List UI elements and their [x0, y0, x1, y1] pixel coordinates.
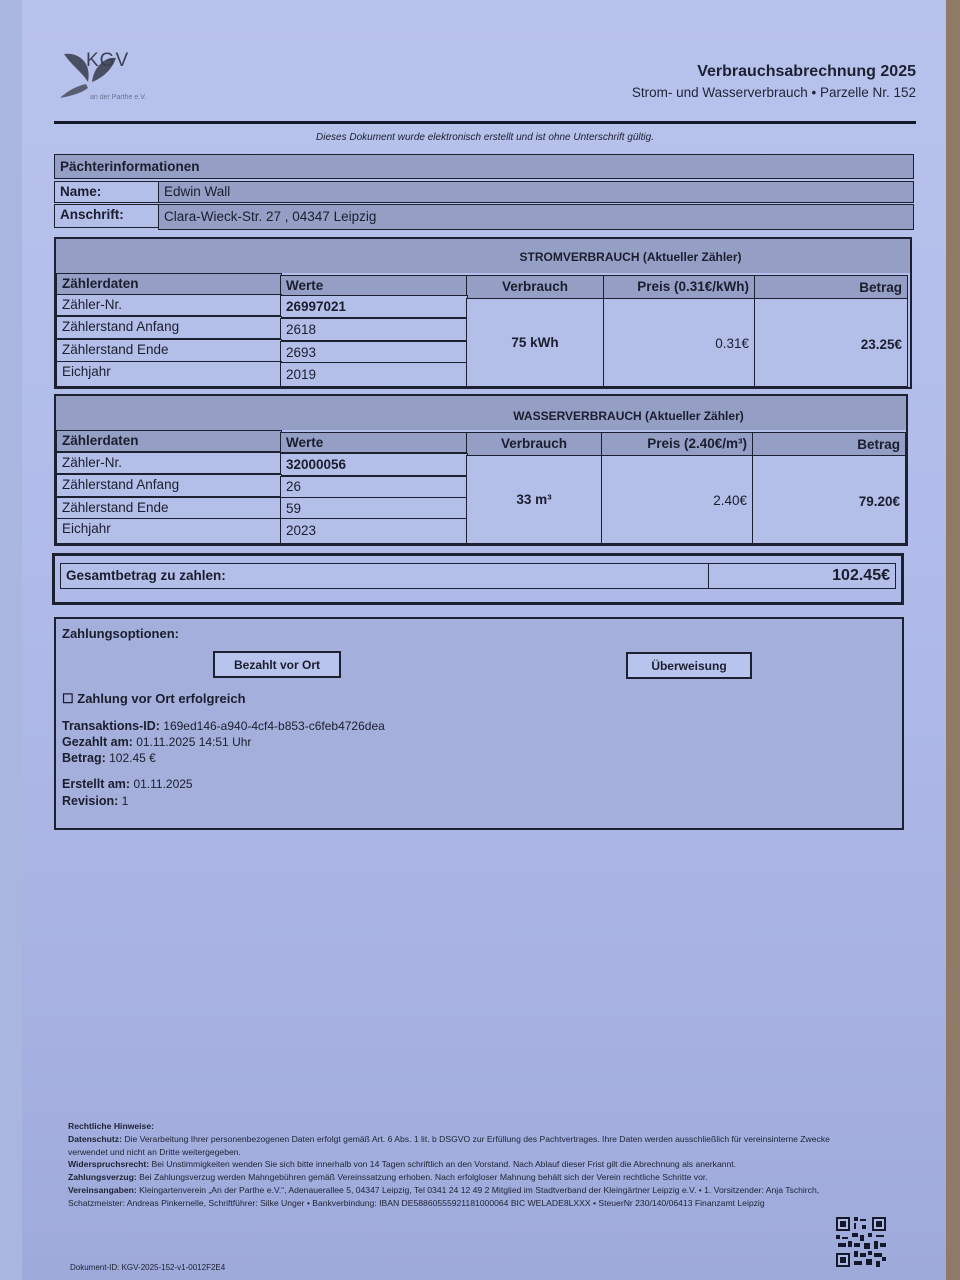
paid-date-value: 01.11.2025 14:51 Uhr [136, 735, 252, 749]
wasser-price: 2.40€ [601, 455, 753, 544]
transaction-id [62, 719, 385, 733]
wasser-row-label: Zählerstand Anfang [56, 474, 282, 497]
strom-amount: 23.25€ [754, 298, 908, 387]
name-value: Edwin Wall [158, 181, 914, 203]
logo-subtext: an der Parthe e.V. [90, 94, 147, 101]
legal-default [68, 1171, 868, 1184]
bank-transfer-button[interactable]: Überweisung [626, 652, 752, 679]
background-edge [946, 0, 960, 1280]
strom-col-amount: Betrag [754, 275, 908, 299]
payment-status: ☐ Zahlung vor Ort erfolgreich [62, 691, 246, 706]
strom-col-values: Werte [280, 275, 468, 296]
wasser-row-value: 59 [280, 497, 468, 519]
legal-privacy-text: Die Verarbeitung Ihrer personenbezogenen Daten erfolgt gemäß Art. 6 Abs. 1 lit. b DSGVO zur Erfüllung des Pachtvertrages. Ihre Daten werden ausschließlich für vereinsinterne Zwecke verwendet und nicht an Dritte weitergegeben. [68, 1133, 830, 1157]
qr-code-icon [836, 1217, 886, 1267]
legal-default-label: Zahlungsverzug: [68, 1172, 137, 1183]
revision-value: 1 [121, 794, 129, 808]
address-label: Anschrift: [54, 204, 160, 228]
paid-amount [62, 751, 156, 765]
logo-text: KGV [86, 50, 130, 71]
wasser-col-meter: Zählerdaten [56, 430, 282, 452]
legal-objection-text: Bei Unstimmigkeiten wenden Sie sich bitte innerhalb von 14 Tagen schriftlich an den Vorstand. Nach Ablauf dieser Frist gilt die Abrechnung als anerkannt. [151, 1159, 737, 1170]
legal-notes [68, 1120, 868, 1210]
tenant-heading: Pächterinformationen [54, 154, 914, 179]
legal-default-text: Bei Zahlungsverzug werden Mahngebühren gemäß Vereinssatzung erhoben. Nach erfolgloser Mahnung behält sich der Verein rechtliche Schritte vor. [139, 1172, 708, 1183]
wasser-col-amount: Betrag [752, 432, 906, 456]
paid-amount-label: Betrag: [62, 751, 106, 765]
payment-heading: Zahlungsoptionen: [62, 626, 179, 641]
strom-col-price: Preis (0.31€/kWh) [603, 275, 755, 299]
created-date-label: Erstellt am: [62, 777, 131, 791]
wasser-row-label: Zählerstand Ende [56, 497, 282, 519]
paid-onsite-button[interactable]: Bezahlt vor Ort [213, 651, 341, 678]
strom-price: 0.31€ [603, 298, 755, 387]
kgv-logo [58, 48, 168, 106]
validity-notice: Dieses Dokument wurde elektronisch erstellt und ist ohne Unterschrift gültig. [316, 132, 654, 143]
legal-privacy-label: Datenschutz: [68, 1133, 122, 1144]
wasser-row-value: 32000056 [280, 453, 468, 476]
strom-row-label: Zählerstand Anfang [56, 316, 282, 339]
wasser-col-values: Werte [280, 432, 468, 453]
wasser-amount: 79.20€ [752, 455, 906, 544]
total-value: 102.45€ [708, 563, 896, 589]
created-date [62, 777, 193, 791]
created-date-value: 01.11.2025 [133, 777, 193, 791]
legal-club [68, 1184, 868, 1210]
strom-row-value: 2693 [280, 341, 468, 363]
document-id: Dokument-ID: KGV-2025-152-v1-0012F2E4 [70, 1263, 226, 1272]
legal-club-label: Vereinsangaben: [68, 1184, 137, 1195]
legal-heading: Rechtliche Hinweise: [68, 1121, 154, 1131]
page-subtitle: Strom- und Wasserverbrauch • Parzelle Nr. 152 [631, 85, 916, 100]
wasser-row-value: 26 [280, 476, 468, 498]
legal-objection-label: Widerspruchsrecht: [68, 1159, 150, 1170]
legal-privacy [68, 1133, 868, 1159]
strom-col-meter: Zählerdaten [56, 273, 282, 295]
transaction-id-value: 169ed146-a940-4cf4-b853-c6feb4726dea [163, 719, 385, 733]
wasser-heading: WASSERVERBRAUCH (Aktueller Zähler) [56, 396, 906, 430]
header-divider [54, 121, 916, 124]
wasser-row-label: Zähler-Nr. [56, 452, 282, 474]
paid-date [62, 735, 251, 749]
total-label: Gesamtbetrag zu zahlen: [60, 563, 710, 589]
document-title-block [632, 63, 916, 100]
strom-row-label: Eichjahr [56, 361, 282, 387]
strom-row-value: 2019 [280, 362, 468, 387]
address-value: Clara-Wieck-Str. 27 , 04347 Leipzig [158, 204, 914, 230]
wasser-col-price: Preis (2.40€/m³) [601, 432, 753, 456]
strom-usage: 75 kWh [466, 298, 604, 387]
strom-row-value: 26997021 [280, 295, 468, 318]
paid-date-label: Gezahlt am: [62, 735, 133, 749]
wasser-usage: 33 m³ [466, 455, 602, 544]
legal-objection [68, 1158, 868, 1171]
page-title: Verbrauchsabrechnung 2025 [697, 63, 916, 80]
revision-label: Revision: [62, 794, 119, 808]
strom-row-label: Zählerstand Ende [56, 339, 282, 362]
strom-row-label: Zähler-Nr. [56, 294, 282, 316]
wasser-col-usage: Verbrauch [466, 432, 602, 456]
strom-row-value: 2618 [280, 318, 468, 341]
revision [62, 794, 128, 808]
strom-col-usage: Verbrauch [466, 275, 604, 299]
strom-heading: STROMVERBRAUCH (Aktueller Zähler) [56, 239, 910, 273]
transaction-id-label: Transaktions-ID: [62, 719, 160, 733]
paid-amount-value: 102.45 € [109, 751, 156, 765]
wasser-row-value: 2023 [280, 518, 468, 544]
legal-club-text: Kleingartenverein „An der Parthe e.V.“, Adenauerallee 5, 04347 Leipzig, Tel 0341 24 12 49 2 Mitglied im Stadtverband der Kleingärtner Leipzig e.V. • 1. Vorsitzender: Anja Tschirch, Schatzmeister: Andreas Pinkernelle, Schriftführer: Silke Unger • Bankverbindung: IBAN DE58860555921181000064 BIC WELADE8LXXX • SteuerNr 230/140/06413 Finanzamt Leipzig [68, 1184, 820, 1208]
name-label: Name: [54, 181, 160, 203]
wasser-row-label: Eichjahr [56, 518, 282, 544]
